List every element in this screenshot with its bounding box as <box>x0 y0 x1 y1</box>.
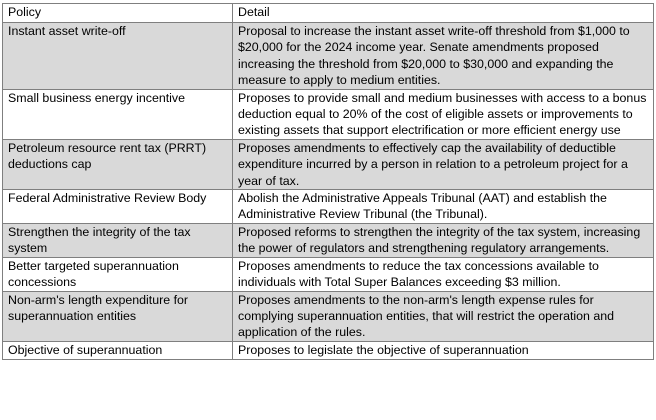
table-row <box>3 223 654 257</box>
policy-text: Objective of superannuation <box>8 342 163 357</box>
table-row <box>3 139 654 189</box>
policy-cell: Non-arm's length expenditure for superannuation entities <box>3 291 233 341</box>
policy-table <box>2 3 654 360</box>
detail-cell: Proposes amendments to reduce the tax concessions available to individuals with Total Super Balances exceeding $3 million. <box>233 257 654 291</box>
policy-cell: Petroleum resource rent tax (PRRT) deductions cap <box>3 139 233 189</box>
header-detail: Detail <box>233 4 654 23</box>
table-row <box>3 89 654 139</box>
header-policy: Policy <box>3 4 233 23</box>
table-row <box>3 291 654 341</box>
table-row <box>3 341 654 359</box>
detail-cell: Proposes amendments to effectively cap the availability of deductible expenditure incurred by a person in relation to a petroleum project for a year of tax. <box>233 139 654 189</box>
header-row <box>3 4 654 23</box>
table-row <box>3 190 654 224</box>
policy-cell: Better targeted superannuation concessions <box>3 257 233 291</box>
detail-cell: Proposal to increase the instant asset write-off threshold from $1,000 to $20,000 for the 2024 income year. Senate amendments proposed increasing the threshold from $20,000 to $30,000 and expanding the measure to apply to medium entities. <box>233 23 654 90</box>
table-row <box>3 23 654 90</box>
policy-cell: Small business energy incentive <box>3 89 233 139</box>
detail-cell: Abolish the Administrative Appeals Tribunal (AAT) and establish the Administrative Review Tribunal (the Tribunal). <box>233 190 654 224</box>
detail-cell: Proposes amendments to the non-arm's length expense rules for complying superannuation entities, that will restrict the operation and application of the rules. <box>233 291 654 341</box>
table-row <box>3 257 654 291</box>
policy-cell: Strengthen the integrity of the tax system <box>3 223 233 257</box>
policy-cell: Federal Administrative Review Body <box>3 190 233 224</box>
detail-cell: Proposed reforms to strengthen the integrity of the tax system, increasing the power of regulators and strengthening regulatory arrangements. <box>233 223 654 257</box>
detail-text: Proposes to legislate the objective of superannuation <box>238 342 529 357</box>
detail-cell <box>233 341 654 359</box>
policy-cell: Instant asset write-off <box>3 23 233 90</box>
detail-cell: Proposes to provide small and medium businesses with access to a bonus deduction equal to 20% of the cost of eligible assets or improvements to existing assets that support electrification or more efficient energy use <box>233 89 654 139</box>
policy-cell <box>3 341 233 359</box>
